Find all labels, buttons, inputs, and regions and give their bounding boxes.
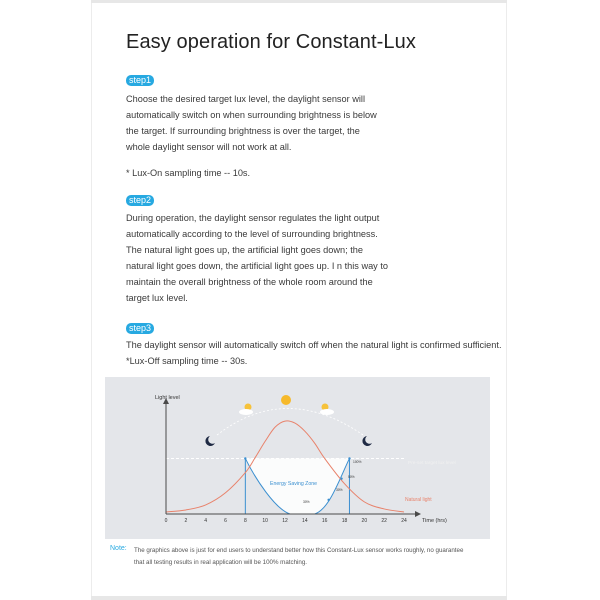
step2-line: target lux level. [126, 293, 188, 303]
note-text [134, 545, 504, 569]
page-border-top [91, 0, 507, 3]
percent-label: 30% [303, 500, 310, 504]
step2-line: automatically according to the level of surrounding brightness. [126, 229, 378, 239]
step1-note-line: * Lux-On sampling time -- 10s. [126, 168, 251, 178]
step1-line: Choose the desired target lux level, the daylight sensor will [126, 94, 366, 104]
step1-line: the target. If surrounding brightness is over the target, the [126, 126, 360, 136]
x-tick-label: 6 [224, 518, 227, 524]
step1-badge: step1 [126, 75, 154, 86]
chart-svg [105, 377, 490, 539]
x-tick-label: 4 [204, 518, 208, 524]
percent-label: 50% [348, 475, 355, 479]
artificial-point [340, 477, 342, 479]
x-tick-label: 2 [184, 518, 188, 524]
step2-line: During operation, the daylight sensor regulates the light output [126, 213, 380, 223]
sun-icon [281, 395, 291, 405]
x-axis-label: Time (hrs) [422, 518, 447, 524]
sunset-cloud-icon [320, 404, 334, 416]
x-tick-label: 8 [243, 518, 247, 524]
x-tick-label: 14 [302, 518, 308, 524]
x-tick-label: 16 [321, 518, 328, 524]
x-tick-label: 22 [381, 518, 387, 524]
note-line: The graphics above is just for end users to understand better how this Constant-Lux sensor works roughly, no guarantee [134, 547, 464, 554]
x-tick-label: 24 [401, 518, 407, 524]
step3-line: *Lux-Off sampling time -- 30s. [126, 356, 248, 366]
artificial-point [244, 457, 246, 459]
step3-text [126, 337, 506, 369]
natural-light-label: Natural light [405, 497, 432, 503]
step2-line: The natural light goes up, the artificial light goes down; the [126, 245, 363, 255]
note-line: that all testing results in real application will be 100% matching. [134, 559, 307, 566]
step2-text [126, 210, 396, 306]
percent-label: 100% [353, 460, 362, 464]
step2-line: maintain the overall brightness of the whole room around the [126, 277, 373, 287]
moon-icon [362, 436, 372, 446]
x-tick-label: 10 [262, 518, 268, 524]
x-tick-label: 18 [341, 518, 348, 524]
moon-icon [205, 436, 215, 446]
page-border-bottom [91, 596, 507, 600]
x-tick-label: 12 [282, 518, 288, 524]
step2-badge: step2 [126, 195, 154, 206]
page-border-left [91, 0, 92, 600]
artificial-point [348, 457, 350, 459]
step2-line: natural light goes down, the artificial light goes up. I n this way to [126, 261, 388, 271]
zone-label: Energy Saving Zone [270, 481, 318, 487]
y-axis-label: Light level [155, 395, 180, 401]
step1-text [126, 91, 396, 155]
target-level-label: Pre-set target lux level [408, 461, 456, 466]
step3-line: The daylight sensor will automatically switch off when the natural light is confirmed sufficient. [126, 340, 502, 350]
percent-label: 30% [336, 488, 343, 492]
sunrise-cloud-icon [239, 404, 253, 416]
step3-badge: step3 [126, 323, 154, 334]
note-label: Note: [110, 545, 127, 552]
constant-lux-chart [105, 377, 490, 539]
step1-line: automatically switch on when surrounding brightness is below [126, 110, 377, 120]
step1-line: whole daylight sensor will not work at all. [126, 142, 292, 152]
x-tick-label: 0 [164, 518, 168, 524]
page-title: Easy operation for Constant-Lux [126, 31, 416, 53]
x-tick-label: 20 [361, 518, 368, 524]
page-border-right [506, 0, 507, 600]
artificial-point [327, 499, 329, 501]
step1-sampling-note [126, 165, 396, 181]
x-ticks [165, 518, 407, 524]
